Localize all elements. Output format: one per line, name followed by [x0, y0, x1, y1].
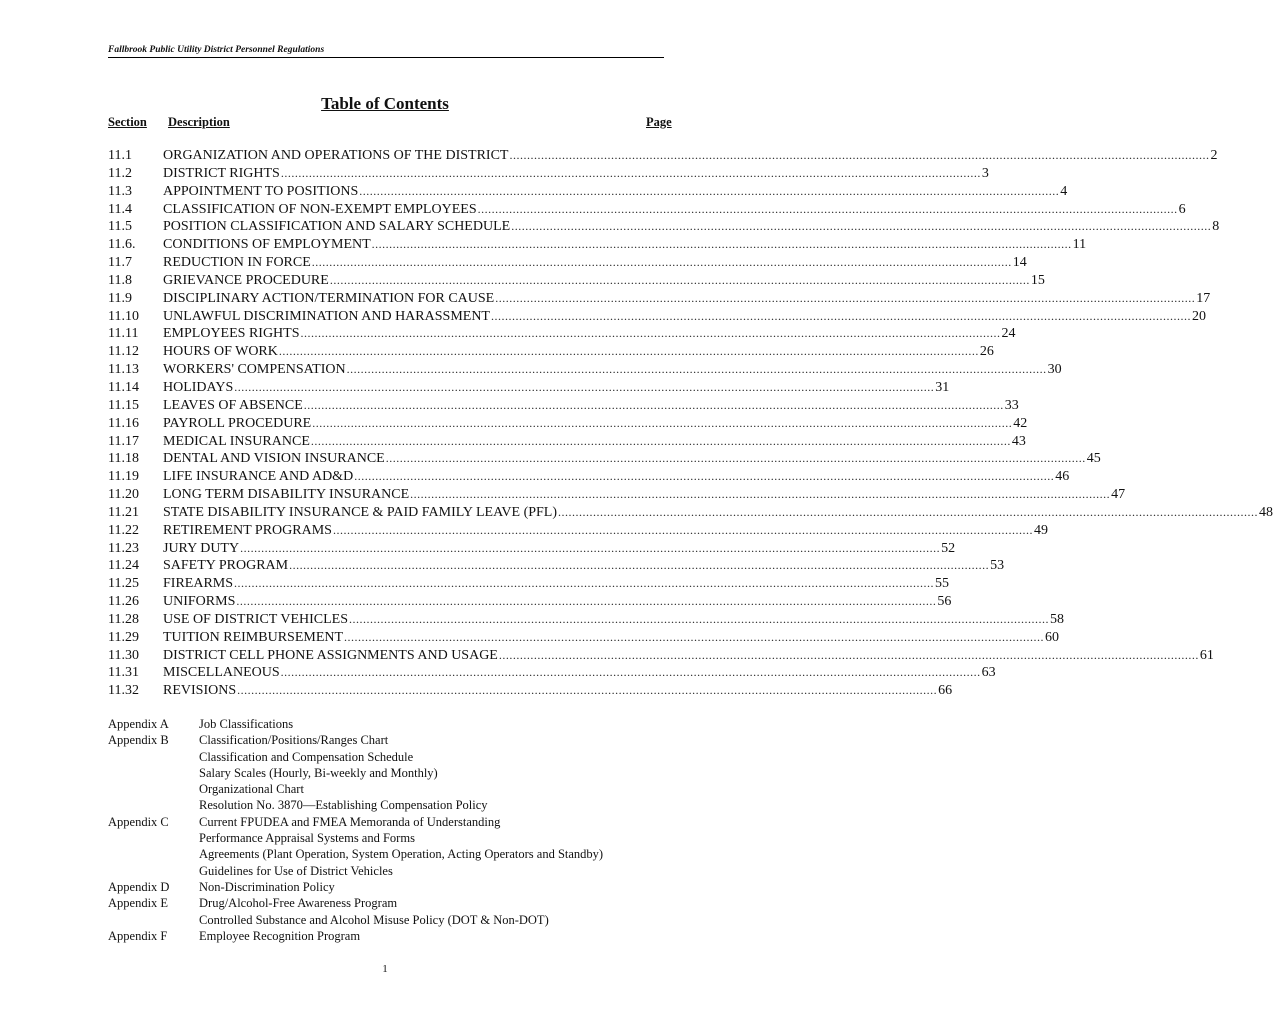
- toc-page-number: 17: [1196, 290, 1211, 306]
- toc-entry[interactable]: [108, 272, 1045, 291]
- toc-entry-title: JURY DUTY: [163, 540, 240, 556]
- toc-entry[interactable]: [108, 183, 1068, 202]
- dot-leader: ........................................................................................................................................................................................................: [511, 219, 1212, 234]
- appendix-entry: [108, 797, 708, 813]
- toc-page-number: 48: [1259, 504, 1273, 520]
- toc-page-number: 46: [1055, 469, 1070, 485]
- toc-section-number: 11.8: [108, 272, 132, 288]
- toc-entry[interactable]: [108, 647, 1214, 666]
- description-column-header: Description: [168, 115, 230, 129]
- toc-section-number: 11.3: [108, 183, 132, 199]
- dot-leader: ........................................................................................................................................................................................................: [310, 433, 1011, 448]
- toc-page-number: 63: [981, 665, 996, 681]
- appendix-label: Appendix B: [108, 733, 169, 748]
- dot-leader: ........................................................................................................................................................................................................: [300, 326, 1001, 341]
- dot-leader: ........................................................................................................................................................................................................: [410, 487, 1111, 502]
- toc-section-number: 11.29: [108, 629, 139, 645]
- dot-leader: ........................................................................................................................................................................................................: [240, 540, 941, 555]
- toc-section-number: 11.32: [108, 683, 139, 699]
- appendix-entry: [108, 765, 708, 781]
- toc-section-number: 11.15: [108, 397, 139, 413]
- appendix-label: [108, 846, 199, 862]
- toc-entry[interactable]: [108, 451, 1101, 469]
- toc-section-number: 11.9: [108, 290, 132, 306]
- toc-entry[interactable]: [108, 219, 1220, 237]
- toc-entry-title: REDUCTION IN FORCE: [163, 255, 311, 271]
- toc-page-number: 47: [1111, 487, 1126, 503]
- dot-leader: ........................................................................................................................................................................................................: [311, 255, 1012, 270]
- appendix-label: [108, 781, 199, 797]
- toc-section-number: 11.20: [108, 487, 139, 503]
- toc-entry-title: RETIREMENT PROGRAMS: [163, 522, 332, 538]
- appendix-label: [108, 863, 199, 879]
- page-column-header: Page: [646, 115, 672, 129]
- toc-page-number: 30: [1047, 362, 1062, 378]
- appendix-entry: [108, 879, 708, 895]
- toc-entry[interactable]: [108, 237, 1087, 255]
- toc-entry[interactable]: [108, 415, 1028, 434]
- page-title: Table of Contents: [321, 94, 449, 113]
- toc-section-number: 11.30: [108, 647, 139, 663]
- appendix-entry: [108, 749, 708, 765]
- toc-entry[interactable]: [108, 665, 996, 683]
- toc-entry[interactable]: [108, 362, 1062, 380]
- toc-section-number: 11.19: [108, 469, 139, 485]
- toc-entry-title: LEAVES OF ABSENCE: [163, 397, 303, 413]
- appendix-entry: [108, 814, 708, 830]
- toc-entry[interactable]: [108, 433, 1026, 452]
- toc-entry-title: WORKERS' COMPENSATION: [163, 362, 346, 378]
- toc-entry-title: SAFETY PROGRAM: [163, 558, 289, 574]
- dot-leader: ........................................................................................................................................................................................................: [371, 237, 1072, 252]
- toc-section-number: 11.21: [108, 504, 139, 520]
- dot-leader: ........................................................................................................................................................................................................: [280, 665, 981, 680]
- toc-page-number: 6: [1178, 201, 1186, 217]
- toc-section-number: 11.2: [108, 165, 132, 181]
- toc-entry-title: DISCIPLINARY ACTION/TERMINATION FOR CAUSE: [163, 290, 495, 306]
- toc-section-number: 11.16: [108, 415, 139, 431]
- dot-leader: ........................................................................................................................................................................................................: [477, 201, 1178, 216]
- toc-page-number: 8: [1212, 219, 1220, 235]
- appendix-description: Agreements (Plant Operation, System Operation, Acting Operators and Standby): [199, 847, 604, 862]
- dot-leader: ........................................................................................................................................................................................................: [385, 451, 1086, 466]
- appendix-entry: [108, 863, 708, 879]
- appendix-label: Appendix F: [108, 928, 168, 943]
- appendix-entry: [108, 781, 708, 797]
- dot-leader: ........................................................................................................................................................................................................: [490, 308, 1191, 323]
- toc-entry-title: CLASSIFICATION OF NON-EXEMPT EMPLOYEES: [163, 201, 477, 217]
- toc-page-number: 3: [981, 165, 989, 181]
- toc-entry[interactable]: [108, 290, 1211, 309]
- toc-section-number: 11.7: [108, 255, 132, 271]
- toc-section-number: 11.11: [108, 326, 139, 342]
- appendix-label: [108, 830, 199, 846]
- appendix-description: Salary Scales (Hourly, Bi-weekly and Monthly): [199, 765, 438, 780]
- toc-section-number: 11.22: [108, 522, 139, 538]
- toc-entry-title: UNLAWFUL DISCRIMINATION AND HARASSMENT: [163, 308, 490, 324]
- toc-entry-title: APPOINTMENT TO POSITIONS: [163, 183, 359, 199]
- toc-entry-title: LONG TERM DISABILITY INSURANCE: [163, 487, 410, 503]
- toc-section-number: 11.10: [108, 308, 139, 324]
- toc-entry-title: FIREARMS: [163, 576, 234, 592]
- toc-page-number: 33: [1004, 397, 1019, 413]
- toc-page-number: 42: [1013, 415, 1028, 431]
- page-number: 1: [382, 963, 388, 975]
- toc-section-number: 11.24: [108, 558, 139, 574]
- toc-entry-title: CONDITIONS OF EMPLOYMENT: [163, 237, 371, 253]
- toc-entry-title: MEDICAL INSURANCE: [163, 433, 310, 449]
- toc-entry[interactable]: [108, 594, 952, 612]
- toc-entry-title: LIFE INSURANCE AND AD&D: [163, 469, 354, 485]
- appendix-description: Performance Appraisal Systems and Forms: [199, 831, 415, 846]
- dot-leader: ........................................................................................................................................................................................................: [289, 558, 990, 573]
- toc-section-number: 11.23: [108, 540, 139, 556]
- toc-page-number: 15: [1030, 272, 1045, 288]
- dot-leader: ........................................................................................................................................................................................................: [234, 379, 935, 394]
- toc-page-number: 55: [935, 576, 950, 592]
- dot-leader: ........................................................................................................................................................................................................: [359, 183, 1060, 198]
- toc-page-number: 4: [1060, 183, 1068, 199]
- toc-entry[interactable]: [108, 308, 1206, 327]
- toc-section-number: 11.17: [108, 433, 139, 449]
- toc-entry[interactable]: [108, 469, 1070, 487]
- toc-page-number: 53: [990, 558, 1005, 574]
- toc-page-number: 26: [979, 344, 994, 360]
- toc-entry[interactable]: [108, 379, 950, 398]
- toc-section-number: 11.1: [108, 148, 132, 163]
- dot-leader: ........................................................................................................................................................................................................: [278, 344, 979, 359]
- toc-section-number: 11.18: [108, 451, 139, 467]
- toc-entry[interactable]: [108, 611, 1065, 630]
- toc-section-number: 11.25: [108, 576, 139, 592]
- toc-entry-title: POSITION CLASSIFICATION AND SALARY SCHEDULE: [163, 219, 511, 235]
- appendix-entry: [108, 830, 708, 846]
- dot-leader: ........................................................................................................................................................................................................: [329, 272, 1030, 287]
- toc-entry[interactable]: [108, 397, 1019, 416]
- appendix-list: [108, 716, 708, 944]
- toc-entry-title: REVISIONS: [163, 683, 237, 699]
- toc-list: [108, 148, 1273, 701]
- toc-entry[interactable]: [108, 683, 953, 701]
- dot-leader: ........................................................................................................................................................................................................: [354, 469, 1055, 484]
- section-column-header: Section: [108, 115, 147, 129]
- appendix-description: Classification/Positions/Ranges Chart: [199, 733, 389, 748]
- toc-page-number: 45: [1086, 451, 1101, 467]
- dot-leader: ........................................................................................................................................................................................................: [346, 362, 1047, 377]
- toc-page-number: 11: [1072, 237, 1087, 253]
- toc-entry[interactable]: [108, 255, 1027, 273]
- appendix-entry: [108, 846, 708, 862]
- toc-entry[interactable]: [108, 522, 1048, 541]
- toc-section-number: 11.5: [108, 219, 132, 235]
- appendix-entry: [108, 895, 708, 911]
- toc-page-number: 43: [1011, 433, 1026, 449]
- toc-page-number: 2: [1210, 148, 1218, 163]
- appendix-description: Controlled Substance and Alcohol Misuse Policy (DOT & Non-DOT): [199, 912, 549, 927]
- appendix-description: Non-Discrimination Policy: [199, 879, 335, 894]
- toc-section-number: 11.6.: [108, 237, 136, 253]
- appendix-label: [108, 749, 199, 765]
- appendix-label: [108, 912, 199, 928]
- toc-entry[interactable]: [108, 629, 1060, 648]
- toc-entry[interactable]: [108, 326, 1016, 344]
- toc-section-number: 11.12: [108, 344, 139, 360]
- toc-section-number: 11.14: [108, 379, 139, 395]
- dot-leader: ........................................................................................................................................................................................................: [312, 415, 1013, 430]
- toc-section-number: 11.13: [108, 362, 139, 378]
- appendix-label: [108, 765, 199, 781]
- appendix-description: Drug/Alcohol-Free Awareness Program: [199, 896, 398, 911]
- appendix-entry: [108, 912, 708, 928]
- appendix-entry: [108, 732, 708, 748]
- appendix-description: Job Classifications: [199, 717, 294, 731]
- dot-leader: ........................................................................................................................................................................................................: [236, 594, 937, 609]
- toc-entry-title: MISCELLANEOUS: [163, 665, 280, 681]
- appendix-description: Employee Recognition Program: [199, 928, 361, 943]
- toc-entry-title: PAYROLL PROCEDURE: [163, 415, 312, 431]
- dot-leader: ........................................................................................................................................................................................................: [509, 148, 1210, 162]
- toc-page-number: 14: [1012, 255, 1027, 271]
- toc-entry[interactable]: [108, 148, 1218, 166]
- toc-entry[interactable]: [108, 201, 1186, 220]
- toc-entry-title: UNIFORMS: [163, 594, 236, 610]
- appendix-description: Guidelines for Use of District Vehicles: [199, 863, 393, 878]
- toc-entry[interactable]: [108, 540, 956, 559]
- appendix-description: Classification and Compensation Schedule: [199, 749, 414, 764]
- toc-page-number: 60: [1045, 629, 1060, 645]
- toc-section-number: 11.26: [108, 594, 139, 610]
- toc-entry[interactable]: [108, 487, 1126, 505]
- appendix-description: Current FPUDEA and FMEA Memoranda of Understanding: [199, 814, 501, 829]
- toc-entry[interactable]: [108, 576, 950, 594]
- toc-entry-title: USE OF DISTRICT VEHICLES: [163, 611, 349, 627]
- dot-leader: ........................................................................................................................................................................................................: [332, 522, 1033, 537]
- toc-entry-title: EMPLOYEES RIGHTS: [163, 326, 300, 342]
- appendix-label: [108, 797, 199, 813]
- toc-entry-title: HOLIDAYS: [163, 379, 234, 395]
- toc-entry-title: GRIEVANCE PROCEDURE: [163, 272, 329, 288]
- dot-leader: ........................................................................................................................................................................................................: [234, 576, 935, 591]
- toc-section-number: 11.31: [108, 665, 139, 681]
- toc-page-number: 24: [1001, 326, 1016, 342]
- toc-entry[interactable]: [108, 344, 994, 362]
- toc-section-number: 11.28: [108, 611, 139, 627]
- toc-entry-title: DISTRICT CELL PHONE ASSIGNMENTS AND USAGE: [163, 647, 498, 663]
- toc-page-number: 20: [1191, 308, 1206, 324]
- toc-entry-title: TUITION REIMBURSEMENT: [163, 629, 344, 645]
- appendix-description: Organizational Chart: [199, 782, 304, 797]
- appendix-label: Appendix A: [108, 717, 169, 731]
- toc-entry-title: DENTAL AND VISION INSURANCE: [163, 451, 385, 467]
- dot-leader: ........................................................................................................................................................................................................: [303, 397, 1004, 412]
- toc-section-number: 11.4: [108, 201, 132, 217]
- toc-entry[interactable]: [108, 558, 1005, 576]
- toc-entry-title: HOURS OF WORK: [163, 344, 278, 360]
- toc-page-number: 61: [1199, 647, 1214, 663]
- dot-leader: ........................................................................................................................................................................................................: [237, 683, 938, 698]
- toc-page-number: 49: [1033, 522, 1048, 538]
- dot-leader: ........................................................................................................................................................................................................: [280, 165, 981, 180]
- dot-leader: ........................................................................................................................................................................................................: [344, 629, 1045, 644]
- toc-entry[interactable]: [108, 165, 989, 184]
- toc-entry-title: STATE DISABILITY INSURANCE & PAID FAMILY LEAVE (PFL): [163, 504, 558, 520]
- toc-page-number: 58: [1050, 611, 1065, 627]
- toc-entry-title: DISTRICT RIGHTS: [163, 165, 280, 181]
- toc-entry-title: ORGANIZATION AND OPERATIONS OF THE DISTRICT: [163, 148, 509, 163]
- toc-page-number: 52: [941, 540, 956, 556]
- dot-leader: ........................................................................................................................................................................................................: [495, 290, 1196, 305]
- toc-page-number: 66: [938, 683, 953, 699]
- appendix-label: Appendix D: [108, 879, 170, 894]
- appendix-entry: [108, 716, 708, 732]
- appendix-label: Appendix E: [108, 896, 169, 911]
- dot-leader: ........................................................................................................................................................................................................: [558, 504, 1259, 519]
- appendix-label: Appendix C: [108, 814, 169, 829]
- toc-entry[interactable]: [108, 504, 1273, 523]
- toc-page-number: 31: [935, 379, 950, 395]
- appendix-description: Resolution No. 3870—Establishing Compensation Policy: [199, 798, 488, 813]
- dot-leader: ........................................................................................................................................................................................................: [498, 647, 1199, 662]
- running-header: Fallbrook Public Utility District Personnel Regulations: [108, 44, 664, 58]
- dot-leader: ........................................................................................................................................................................................................: [349, 611, 1050, 626]
- toc-page-number: 56: [937, 594, 952, 610]
- appendix-entry: [108, 928, 708, 944]
